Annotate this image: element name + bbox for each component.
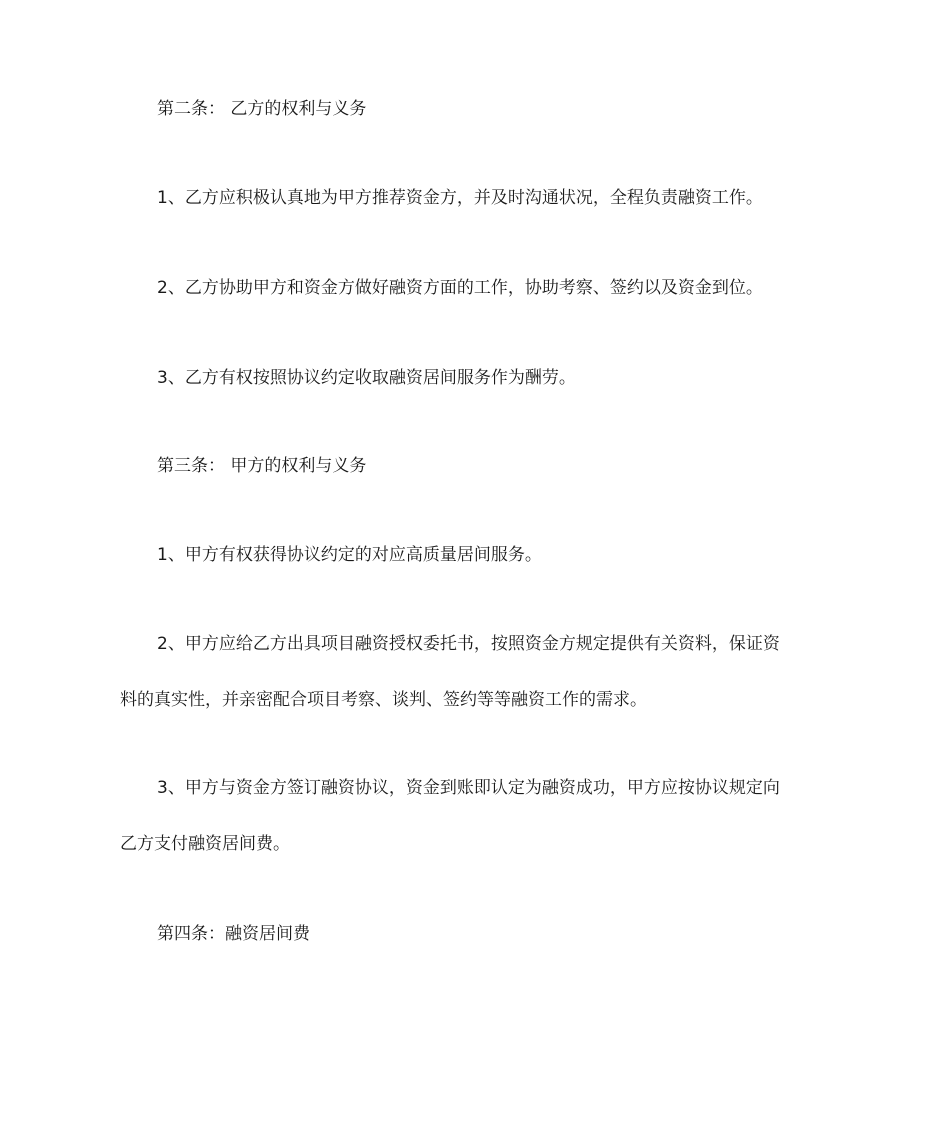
article3-item-2-line-1: 2、甲方应给乙方出具项目融资授权委托书，按照资金方规定提供有关资料，保证资 [157, 634, 780, 654]
article3-item-3-line-2: 乙方支付融资居间费。 [120, 834, 290, 854]
article4-heading: 第四条：融资居间费 [157, 924, 310, 944]
article2-item-1: 1、乙方应积极认真地为甲方推荐资金方，并及时沟通状况，全程负责融资工作。 [157, 188, 763, 208]
article3-item-1: 1、甲方有权获得协议约定的对应高质量居间服务。 [157, 545, 542, 565]
article2-item-3: 3、乙方有权按照协议约定收取融资居间服务作为酬劳。 [157, 368, 576, 388]
article3-item-2-line-2: 料的真实性，并亲密配合项目考察、谈判、签约等等融资工作的需求。 [120, 690, 647, 710]
article2-heading: 第二条： 乙方的权利与义务 [157, 99, 367, 119]
article2-item-2: 2、乙方协助甲方和资金方做好融资方面的工作，协助考察、签约以及资金到位。 [157, 278, 763, 298]
article3-item-3-line-1: 3、甲方与资金方签订融资协议，资金到账即认定为融资成功，甲方应按协议规定向 [157, 778, 780, 798]
article3-heading: 第三条： 甲方的权利与义务 [157, 456, 367, 476]
